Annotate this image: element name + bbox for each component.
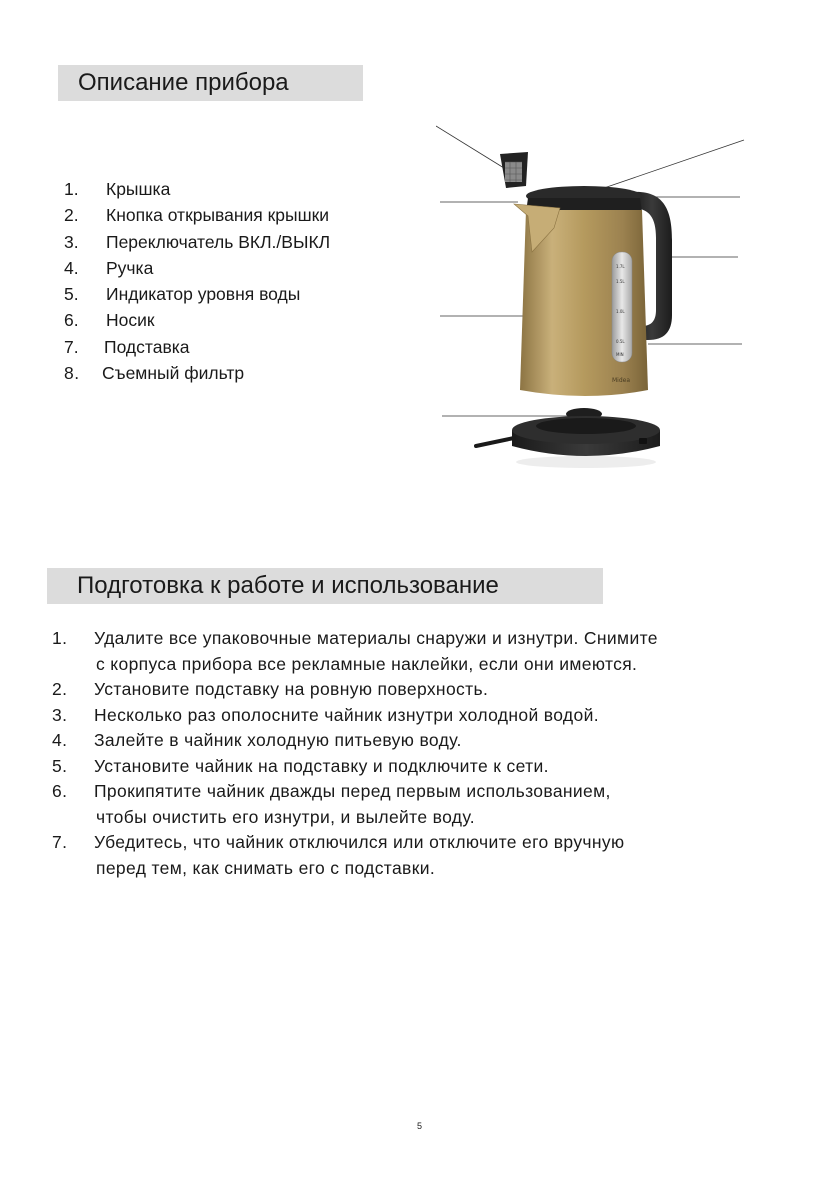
step-number: 1. [52, 628, 68, 648]
list-item-number: 1. [64, 179, 79, 199]
list-item-label: Кнопка открывания крышки [106, 205, 330, 226]
step-text: Залейте в чайник холодную питьевую воду. [94, 730, 462, 750]
list-item [52, 754, 792, 780]
list-item-number: 6. [64, 310, 79, 331]
step-text-continued: перед тем, как снимать его с подставки. [96, 857, 436, 878]
step-text-continued: с корпуса прибора все рекламные наклейки, если они имеются. [96, 653, 638, 674]
step-text: Несколько раз ополосните чайник изнутри холодной водой. [94, 704, 599, 725]
step-text: Убедитесь, что чайник отключился или отключите его вручную [94, 832, 625, 852]
list-item [64, 283, 330, 309]
parts-list [64, 178, 330, 388]
leader-line-filter [436, 126, 504, 168]
page-number: 5 [416, 1121, 422, 1131]
gauge-mark: 0.5L [616, 339, 625, 344]
kettle-illustration [436, 120, 746, 480]
step-number: 7. [52, 832, 68, 852]
list-item [64, 309, 330, 335]
list-item [64, 336, 330, 362]
list-item-number: 3. [64, 231, 79, 252]
list-item-label: Индикатор уровня воды [106, 284, 301, 305]
gauge-mark: 1.7L [616, 264, 625, 269]
list-item [52, 703, 792, 729]
filter-part [500, 152, 528, 188]
list-item-label: Съемный фильтр [102, 363, 245, 384]
section-title-preparation: Подготовка к работе и использование [47, 568, 603, 604]
list-item-number: 4. [64, 257, 79, 278]
list-item [64, 231, 330, 257]
list-item-number: 2. [64, 205, 79, 226]
list-item-label: Переключатель ВКЛ./ВЫКЛ [106, 231, 331, 252]
list-item-number: 8. [64, 363, 80, 384]
power-cord [476, 438, 514, 446]
step-number: 6. [52, 781, 68, 801]
list-item-label: Подставка [104, 336, 190, 357]
leader-line-lid [604, 140, 744, 188]
step-text-continued: чтобы очистить его изнутри, и вылейте воду. [96, 806, 475, 827]
steps-list [52, 626, 792, 881]
list-item-label: Носик [106, 310, 155, 331]
list-item [64, 204, 330, 230]
list-item-label: Крышка [106, 179, 171, 199]
step-number: 2. [52, 679, 68, 699]
list-item [52, 779, 792, 830]
gauge-mark: MIN [616, 352, 624, 357]
gauge-mark: 1.0L [616, 309, 625, 314]
section-title-description: Описание прибора [58, 65, 363, 101]
brand-logo: Midea [612, 377, 631, 384]
step-text: Установите подставку на ровную поверхность. [94, 679, 489, 699]
list-item [64, 257, 330, 283]
list-item [52, 626, 792, 677]
gauge-mark: 1.5L [616, 279, 625, 284]
list-item [52, 728, 792, 754]
step-text: Прокипятите чайник дважды перед первым использованием, [94, 781, 611, 801]
list-item-number: 5. [64, 284, 79, 305]
step-text: Удалите все упаковочные материалы снаружи и изнутри. Снимите [94, 628, 658, 648]
list-item-number: 7. [64, 336, 79, 357]
list-item [52, 677, 792, 703]
step-number: 3. [52, 704, 68, 725]
step-number: 5. [52, 755, 68, 776]
list-item [64, 178, 330, 204]
step-text: Установите чайник на подставку и подключите к сети. [94, 755, 549, 776]
list-item [64, 362, 330, 388]
list-item [52, 830, 792, 881]
step-number: 4. [52, 730, 68, 750]
list-item-label: Ручка [106, 257, 154, 278]
